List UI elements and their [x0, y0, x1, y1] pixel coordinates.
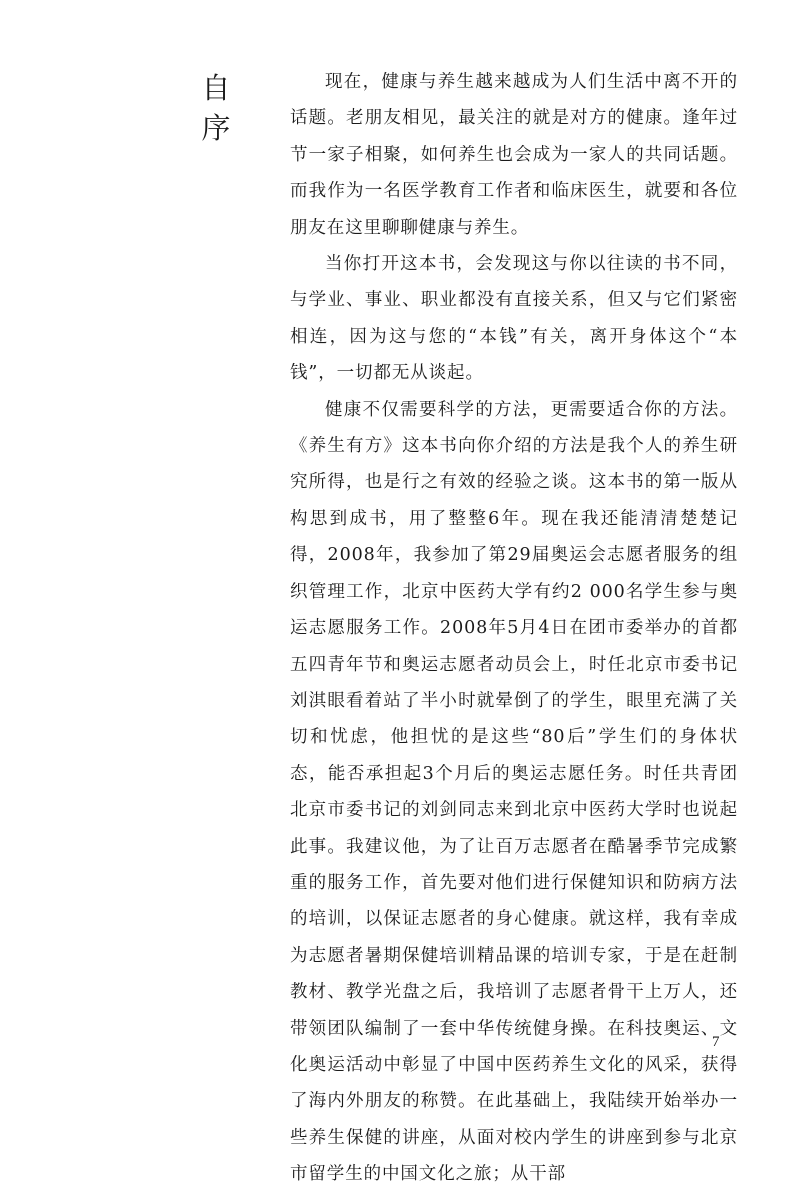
- paragraph-3: 健康不仅需要科学的方法，更需要适合你的方法。《养生有方》这本书向你介绍的方法是我个人的养生研究所得，也是行之有效的经验之谈。这本书的第一版从构思到成书，用了整整6年。现在我还能清清楚楚记得，2008年，我参加了第29届奥运会志愿者服务的组织管理工作，北京中医药大学有约2 000名学生参与奥运志愿服务工作。2008年5月4日在团市委举办的首都五四青年节和奥运志愿者动员会上，时任北京市委书记刘淇眼看着站了半小时就晕倒了的学生，眼里充满了关切和忧虑，他担忧的是这些“80后”学生们的身体状态，能否承担起3个月后的奥运志愿任务。时任共青团北京市委书记的刘剑同志来到北京中医药大学时也说起此事。我建议他，为了让百万志愿者在酷暑季节完成繁重的服务工作，首先要对他们进行保健知识和防病方法的培训，以保证志愿者的身心健康。就这样，我有幸成为志愿者暑期保健培训精品课的培训专家，于是在赶制教材、教学光盘之后，我培训了志愿者骨干上万人，还带领团队编制了一套中华传统健身操。在科技奥运、文化奥运活动中彰显了中国中医药养生文化的风采，获得了海内外朋友的称赞。在此基础上，我陆续开始举办一些养生保健的讲座，从面对校内学生的讲座到参与北京市留学生的中国文化之旅；从干部: [290, 399, 738, 1185]
- paragraph-2: 当你打开这本书，会发现这与你以往读的书不同，与学业、事业、职业都没有直接关系，但又与它们紧密相连，因为这与您的“本钱”有关，离开身体这个“本钱”，一切都无从谈起。: [290, 254, 738, 384]
- section-title-char-1: 自: [201, 71, 231, 105]
- paragraph-1: 现在，健康与养生越来越成为人们生活中离不开的话题。老朋友相见，最关注的就是对方的健康。逢年过节一家子相聚，如何养生也会成为一家人的共同话题。而我作为一名医学教育工作者和临床医生，就要和各位朋友在这里聊聊健康与养生。: [290, 72, 738, 238]
- body-text: [290, 64, 738, 1193]
- page-number: 7: [712, 1034, 720, 1050]
- section-title: [196, 68, 236, 148]
- section-title-char-2: 序: [201, 111, 231, 145]
